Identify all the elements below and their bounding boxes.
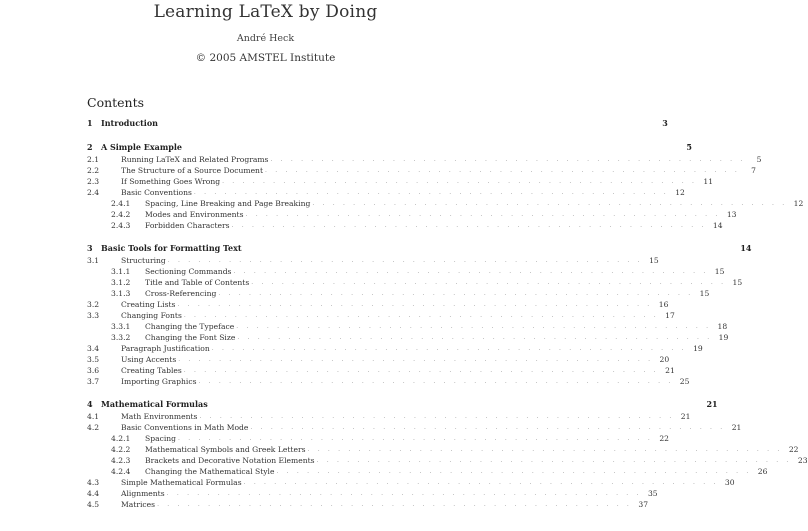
toc-dot-leader: . . . . . . . . . . . . . . . . . . . . . . . . . . . . . . . . . . . . . . . . . . . . . . . — [245, 211, 721, 218]
toc-dot-leader: . . . . . . . . . . . . . . . . . . . . . . . . . . . . . . . . . . . . . . . . . . . . . . . — [251, 279, 727, 286]
toc-entry-number: 2.1 — [87, 155, 100, 164]
toc-entry-title: Creating Tables — [121, 366, 182, 375]
toc-entry-number: 1 — [87, 118, 93, 128]
toc-entry — [87, 456, 808, 466]
toc-entry — [87, 166, 756, 176]
toc-entry — [87, 467, 768, 477]
toc-dot-leader: . . . . . . . . . . . . . . . . . . . . . . . . . . . . . . . . . . . . . . . . . . . . . . . — [157, 501, 633, 508]
toc-entry — [87, 278, 743, 288]
toc-entry-number: 2.4 — [87, 188, 100, 197]
toc-entry — [87, 445, 799, 455]
toc-entry-page: 37 — [638, 500, 649, 509]
toc-entry-number: 4.4 — [87, 489, 100, 498]
toc-entry-page: 22 — [659, 434, 670, 443]
toc-entry-page: 35 — [647, 489, 658, 498]
toc-entry-number: 3.1.2 — [111, 278, 131, 287]
toc-entry-page: 5 — [756, 155, 762, 164]
toc-entry-title: Cross-Referencing — [145, 289, 217, 298]
toc-entry — [87, 333, 729, 343]
toc-dot-leader: . . . . . . . . . . . . . . . . . . . . . . . . . . . . . . . . . . . . . . . . . . . . . . . — [233, 268, 709, 275]
toc-entry-page: 15 — [732, 278, 743, 287]
toc-dot-leader: . . . . . . . . . . . . . . . . . . . . . . . . . . . . . . . . . . . . . . . . . . . . . . . — [166, 490, 642, 497]
toc-entry-number: 4.5 — [87, 500, 100, 509]
toc-entry-title: Basic Conventions in Math Mode — [121, 423, 249, 432]
toc-entry — [87, 344, 703, 354]
toc-entry-page: 21 — [680, 412, 691, 421]
toc-entry-title: Changing the Typeface — [145, 322, 235, 331]
toc-entry-title: Mathematical Formulas — [101, 399, 208, 409]
toc-entry-page: 18 — [717, 322, 728, 331]
toc-entry-number: 4.2 — [87, 423, 100, 432]
toc-entry — [87, 489, 658, 499]
toc-dot-leader: . . . . . . . . . . . . . . . . . . . . . . . . . . . . . . . . . . . . . . . . . . . . . . . — [167, 257, 643, 264]
toc-entry-title: Sectioning Commands — [145, 267, 232, 276]
toc-entry — [87, 188, 685, 198]
toc-entry-number: 4.2.2 — [111, 445, 131, 454]
toc-entry — [87, 500, 649, 510]
toc-entry-title: Running LaTeX and Related Programs — [121, 155, 269, 164]
document-author: André Heck — [236, 33, 295, 44]
toc-entry-page: 15 — [649, 256, 659, 265]
toc-dot-leader: . . . . . . . . . . . . . . . . . . . . . . . . . . . . . . . . . . . . . . . . . . . . . . . — [276, 468, 752, 475]
toc-entry-page: 7 — [751, 166, 756, 175]
toc-entry-page: 17 — [665, 311, 675, 320]
toc-chapter-entry — [87, 399, 718, 409]
toc-entry — [87, 311, 675, 321]
toc-entry-page: 5 — [686, 142, 692, 152]
toc-entry-number: 4.1 — [87, 412, 100, 421]
toc-entry-title: Modes and Environments — [145, 210, 244, 219]
toc-entry-page: 3 — [662, 118, 668, 128]
toc-entry — [87, 366, 675, 376]
toc-entry-number: 3.7 — [87, 377, 100, 386]
toc-entry-title: Creating Lists — [121, 300, 176, 309]
toc-entry-number: 4 — [87, 399, 93, 409]
toc-entry — [87, 177, 714, 187]
toc-entry-page: 21 — [706, 399, 718, 409]
toc-entry-number: 2.4.2 — [111, 210, 131, 219]
toc-entry-title: Basic Conventions — [121, 188, 192, 197]
toc-entry-title: Forbidden Characters — [145, 221, 230, 230]
toc-entry-number: 4.2.4 — [111, 467, 131, 476]
toc-entry-number: 3.3.2 — [111, 333, 131, 342]
toc-entry-page: 14 — [740, 243, 752, 253]
toc-dot-leader: . . . . . . . . . . . . . . . . . . . . . . . . . . . . . . . . . . . . . . . . . . . . . . . — [193, 189, 669, 196]
toc-entry-page: 12 — [793, 199, 804, 208]
toc-entry-title: Alignments — [121, 489, 165, 498]
toc-chapter-entry — [87, 142, 692, 152]
toc-entry-page: 25 — [679, 377, 690, 386]
toc-entry-number: 2.4.1 — [111, 199, 131, 208]
toc-entry-title: Using Accents — [121, 355, 177, 364]
toc-entry-number: 4.2.1 — [111, 434, 131, 443]
toc-dot-leader: . . . . . . . . . . . . . . . . . . . . . . . . . . . . . . . . . . . . . . . . . . . . . . . — [250, 424, 726, 431]
toc-entry-number: 4.2.3 — [111, 456, 131, 465]
toc-entry — [87, 434, 670, 444]
toc-entry-number: 3.3.1 — [111, 322, 131, 331]
toc-entry-number: 2 — [87, 142, 93, 152]
toc-dot-leader: . . . . . . . . . . . . . . . . . . . . . . . . . . . . . . . . . . . . . . . . . . . . . . . — [198, 378, 674, 385]
toc-entry-title: Introduction — [101, 118, 158, 128]
toc-entry-title: Basic Tools for Formatting Text — [101, 243, 242, 253]
toc-dot-leader: . . . . . . . . . . . . . . . . . . . . . . . . . . . . . . . . . . . . . . . . . . . . . . . — [183, 367, 659, 374]
toc-entry-number: 2.2 — [87, 166, 100, 175]
toc-dot-leader: . . . . . . . . . . . . . . . . . . . . . . . . . . . . . . . . . . . . . . . . . . . . . . . — [312, 200, 788, 207]
toc-dot-leader: . . . . . . . . . . . . . . . . . . . . . . . . . . . . . . . . . . . . . . . . . . . . . . . — [199, 413, 675, 420]
toc-entry — [87, 377, 690, 387]
toc-entry-title: Spacing, Line Breaking and Page Breaking — [145, 199, 311, 208]
toc-dot-leader: . . . . . . . . . . . . . . . . . . . . . . . . . . . . . . . . . . . . . . . . . . . . . . . — [178, 356, 654, 363]
toc-entry-page: 15 — [714, 267, 725, 276]
toc-entry-number: 3.1.1 — [111, 267, 131, 276]
toc-entry-number: 4.3 — [87, 478, 100, 487]
toc-dot-leader: . . . . . . . . . . . . . . . . . . . . . . . . . . . . . . . . . . . . . . . . . . . . . . . — [270, 156, 746, 163]
toc-entry-page: 21 — [731, 423, 742, 432]
toc-entry-title: The Structure of a Source Document — [121, 166, 264, 175]
toc-entry-page: 21 — [665, 366, 675, 375]
toc-entry-title: Math Environments — [121, 412, 198, 421]
toc-entry-title: Paragraph Justification — [121, 344, 210, 353]
toc-entry-page: 23 — [797, 456, 808, 465]
toc-chapter-entry — [87, 243, 752, 253]
toc-dot-leader: . . . . . . . . . . . . . . . . . . . . . . . . . . . . . . . . . . . . . . . . . . . . . . . — [218, 290, 694, 297]
toc-entry-title: Matrices — [121, 500, 156, 509]
toc-entry-title: Importing Graphics — [121, 377, 197, 386]
toc-entry-page: 20 — [659, 355, 670, 364]
toc-entry — [87, 221, 723, 231]
toc-entry-page: 13 — [726, 210, 737, 219]
toc-entry — [87, 155, 762, 165]
toc-entry-page: 16 — [658, 300, 669, 309]
toc-entry — [87, 199, 804, 209]
document-copyright: © 2005 AMSTEL Institute — [195, 52, 336, 64]
toc-entry-number: 2.4.3 — [111, 221, 131, 230]
toc-dot-leader: . . . . . . . . . . . . . . . . . . . . . . . . . . . . . . . . . . . . . . . . . . . . . . . — [307, 446, 783, 453]
toc-entry — [87, 256, 659, 266]
toc-entry — [87, 289, 710, 299]
toc-entry — [87, 322, 728, 332]
toc-entry-page: 12 — [675, 188, 685, 197]
toc-entry-page: 15 — [699, 289, 710, 298]
toc-dot-leader: . . . . . . . . . . . . . . . . . . . . . . . . . . . . . . . . . . . . . . . . . . . . . . . — [236, 323, 712, 330]
toc-entry-title: Spacing — [145, 434, 177, 443]
toc-entry-title: Changing the Mathematical Style — [145, 467, 275, 476]
toc-entry-page: 19 — [693, 344, 703, 353]
toc-entry — [87, 423, 742, 433]
toc-dot-leader: . . . . . . . . . . . . . . . . . . . . . . . . . . . . . . . . . . . . . . . . . . . . . . . — [231, 222, 707, 229]
toc-entry-title: Changing the Font Size — [145, 333, 236, 342]
toc-dot-leader: . . . . . . . . . . . . . . . . . . . . . . . . . . . . . . . . . . . . . . . . . . . . . . . — [265, 167, 740, 174]
toc-entry — [87, 267, 725, 277]
toc-entry-number: 3 — [87, 243, 93, 253]
toc-entry — [87, 355, 670, 365]
toc-dot-leader: . . . . . . . . . . . . . . . . . . . . . . . . . . . . . . . . . . . . . . . . . . . . . . . — [316, 457, 792, 464]
toc-entry-page: 14 — [712, 221, 723, 230]
toc-entry-title: Brackets and Decorative Notation Elements — [145, 456, 315, 465]
toc-dot-leader: . . . . . . . . . . . . . . . . . . . . . . . . . . . . . . . . . . . . . . . . . . . . . . . — [237, 334, 713, 341]
toc-chapter-entry — [87, 118, 668, 128]
toc-entry — [87, 478, 735, 488]
toc-entry-number: 3.1 — [87, 256, 100, 265]
toc-dot-leader: . . . . . . . . . . . . . . . . . . . . . . . . . . . . . . . . . . . . . . . . . . . . . . . — [243, 479, 719, 486]
contents-heading: Contents — [87, 95, 145, 110]
toc-entry-number: 3.5 — [87, 355, 100, 364]
toc-entry-title: Simple Mathematical Formulas — [121, 478, 242, 487]
toc-dot-leader: . . . . . . . . . . . . . . . . . . . . . . . . . . . . . . . . . . . . . . . . . . . . . . . — [178, 435, 654, 442]
toc-entry-number: 2.3 — [87, 177, 100, 186]
toc-entry-page: 22 — [788, 445, 799, 454]
toc-dot-leader: . . . . . . . . . . . . . . . . . . . . . . . . . . . . . . . . . . . . . . . . . . . . . . . — [222, 178, 698, 185]
toc-entry-title: If Something Goes Wrong — [121, 177, 221, 186]
toc-entry-number: 3.2 — [87, 300, 100, 309]
toc-entry-page: 11 — [703, 177, 714, 186]
toc-entry-title: A Simple Example — [101, 142, 183, 152]
toc-dot-leader: . . . . . . . . . . . . . . . . . . . . . . . . . . . . . . . . . . . . . . . . . . . . . . . — [177, 301, 653, 308]
toc-entry-title: Changing Fonts — [121, 311, 182, 320]
toc-entry-title: Mathematical Symbols and Greek Letters — [145, 445, 306, 454]
toc-entry-page: 30 — [724, 478, 735, 487]
toc-entry-title: Title and Table of Contents — [145, 278, 250, 287]
toc-entry-number: 3.3 — [87, 311, 100, 320]
toc-entry — [87, 210, 737, 220]
toc-entry-page: 19 — [718, 333, 729, 342]
toc-dot-leader: . . . . . . . . . . . . . . . . . . . . . . . . . . . . . . . . . . . . . . . . . . . . . . . — [211, 345, 687, 352]
toc-entry-number: 3.4 — [87, 344, 100, 353]
toc-dot-leader: . . . . . . . . . . . . . . . . . . . . . . . . . . . . . . . . . . . . . . . . . . . . . . . — [183, 312, 659, 319]
toc-entry — [87, 412, 691, 422]
toc-entry — [87, 300, 669, 310]
toc-entry-title: Structuring — [121, 256, 166, 265]
toc-entry-number: 3.6 — [87, 366, 100, 375]
toc-entry-number: 3.1.3 — [111, 289, 131, 298]
toc-entry-page: 26 — [757, 467, 768, 476]
document-title: Learning LaTeX by Doing — [153, 2, 378, 22]
